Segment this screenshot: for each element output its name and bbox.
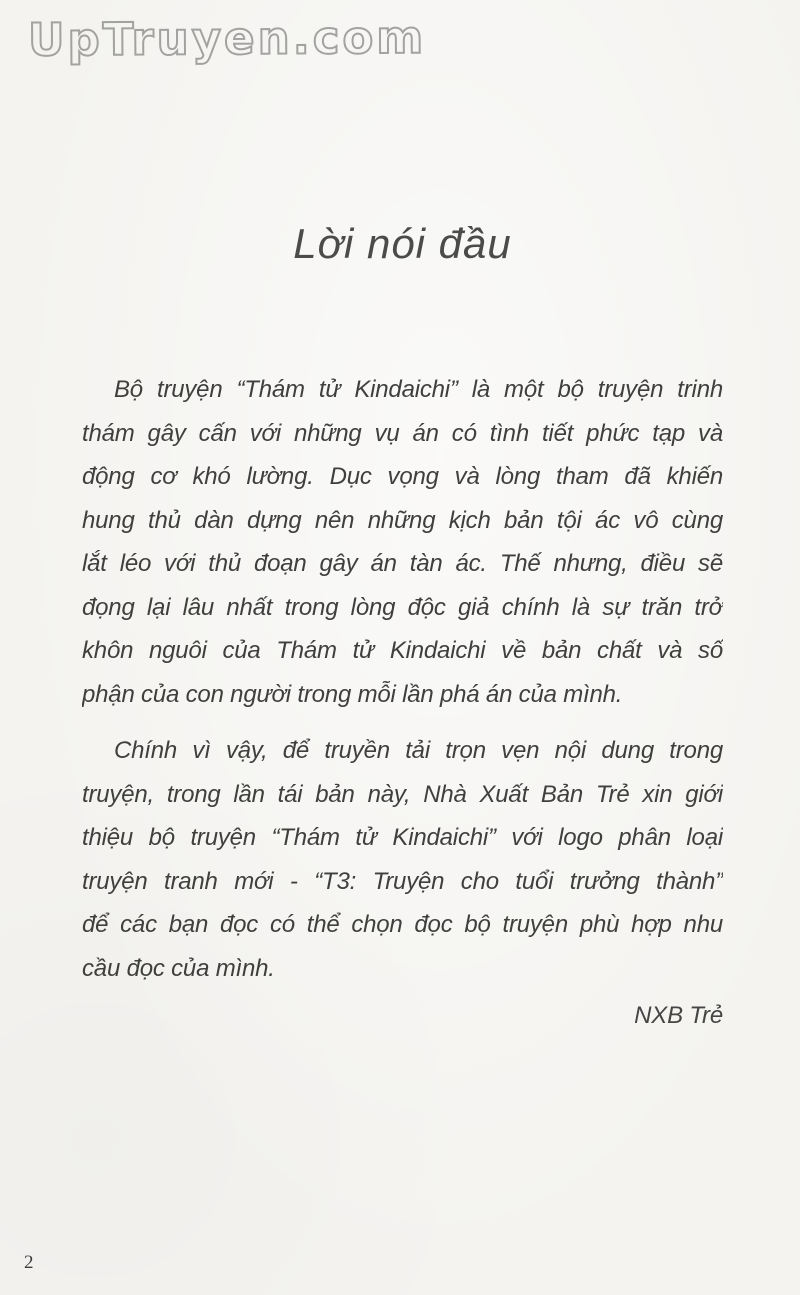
text-line: hung thủ dàn dựng nên những kịch bản tội ác vô cùng xyxy=(82,506,723,534)
text-line: Bộ truyện “Thám tử Kindaichi” là một bộ truyện trinh xyxy=(114,376,723,403)
paragraph-2 xyxy=(82,729,723,990)
text-line: cầu đọc của mình. xyxy=(82,954,275,982)
text-line: khôn nguôi của Thám tử Kindaichi về bản chất và số xyxy=(82,637,723,664)
preface-body xyxy=(82,368,723,1038)
text-line: phận của con người trong mỗi lần phá án của mình. xyxy=(82,680,623,708)
page-number: 2 xyxy=(24,1252,34,1273)
paragraph-1 xyxy=(82,368,723,716)
text-line: động cơ khó lường. Dục vọng và lòng tham đã khiến xyxy=(82,463,723,490)
page-title: Lời nói đầu xyxy=(293,220,512,267)
publisher-signature: NXB Trẻ xyxy=(634,1002,723,1029)
text-line: truyện tranh mới - “T3: Truyện cho tuổi trưởng thành” xyxy=(82,867,723,895)
text-line: thám gây cấn với những vụ án có tình tiết phức tạp và xyxy=(82,419,723,447)
text-line: Chính vì vậy, để truyền tải trọn vẹn nội dung trong xyxy=(114,737,723,764)
text-line: để các bạn đọc có thể chọn đọc bộ truyện phù hợp nhu xyxy=(82,911,723,938)
uptruyen-watermark: UpTruyen.com xyxy=(27,10,427,67)
text-line: lắt léo với thủ đoạn gây án tàn ác. Thế nhưng, điều sẽ xyxy=(82,550,723,577)
text-line: đọng lại lâu nhất trong lòng độc giả chính là sự trăn trở xyxy=(82,593,723,621)
text-line: truyện, trong lần tái bản này, Nhà Xuất Bản Trẻ xin giới xyxy=(82,780,723,808)
text-line: thiệu bộ truyện “Thám tử Kindaichi” với logo phân loại xyxy=(82,824,723,851)
